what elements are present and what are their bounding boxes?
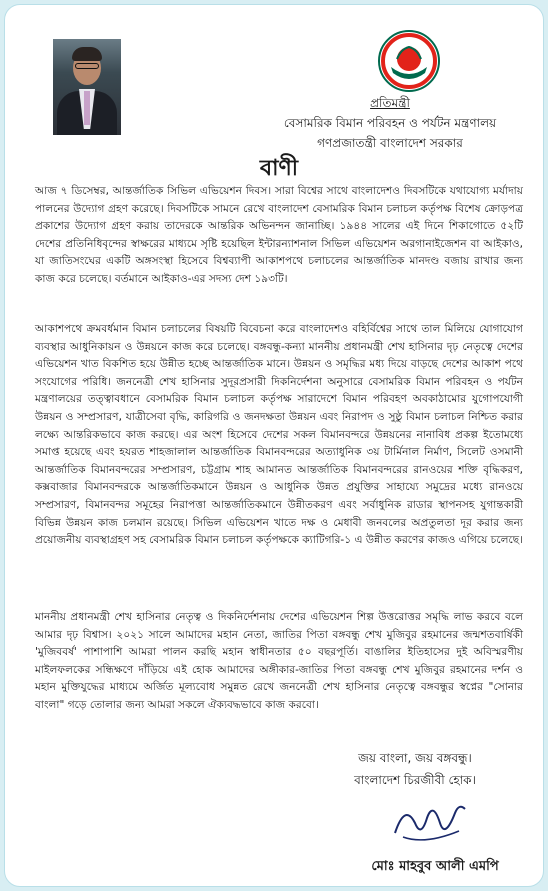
- message-card: [4, 4, 544, 887]
- office-header: [255, 93, 525, 153]
- message-paragraph: আজ ৭ ডিসেম্বর, আন্তর্জাতিক সিভিল এভিয়েশন দিবস। সারা বিশ্বের সাথে বাংলাদেশও দিবসটিকে যথাযোগ্য মর্যাদায় পালনের উদ্যোগ গ্রহণ করেছে। দিবসটিকে সামনে রেখে বাংলাদেশ বেসামরিক বিমান চলাচল কর্তৃপক্ষ বিশেষ ক্রোড়পত্র প্রকাশের উদ্যোগ গ্রহণ করায় তাদেরকে আন্তরিক অভিনন্দন জানাচ্ছি। ১৯৪৪ সালের এই দিনে শিকাগোতে ৫২টি দেশের প্রতিনিধিবৃন্দের স্বাক্ষরের মাধ্যমে সৃষ্টি হয়েছিল ইন্টারন্যাশনাল সিভিল এভিয়েশন অরগানাইজেশন বা আইকাও, যা জাতিসংঘের একটি অঙ্গসংস্থা হিসেবে বিশ্বব্যাপী আকাশপথে চলাচলের আন্তর্জাতিক মানদণ্ড বজায় রাখার জন্য কাজ করে চলেছে। বর্তমানে আইকাও-এর সদস্য দেশ ১৯৩টি।: [35, 185, 523, 285]
- minister-portrait: [53, 39, 121, 135]
- government-name: গণপ্রজাতন্ত্রী বাংলাদেশ সরকার: [317, 136, 463, 150]
- closing-line: বাংলাদেশ চিরজীবী হোক।: [354, 773, 476, 787]
- closing-slogans: [305, 747, 525, 791]
- message-paragraph: আকাশপথে ক্রমবর্ধমান বিমান চলাচলের বিষয়টি বিবেচনা করে বাংলাদেশও বহির্বিশ্বের সাথে তাল মিলিয়ে যোগাযোগ ব্যবস্থার আধুনিকায়ন ও উন্নয়নে কাজ করে চলেছে। বঙ্গবন্ধু-কন্যা মাননীয় প্রধানমন্ত্রী শেখ হাসিনার দৃঢ় নেতৃত্বে দেশের এভিয়েশন খাত বিকশিত হয়ে উন্নীত হচ্ছে আন্তর্জাতিক মানে। উন্নয়ন ও সমৃদ্ধির মধ্য দিয়ে বাড়ছে দেশের আকাশ পথে সংযোগের পরিধি। জননেত্রী শেখ হাসিনার সুদূরপ্রসারী দিকনির্দেশনা অনুসারে বেসামরিক বিমান পরিবহন ও পর্যটন মন্ত্রণালয়ের তত্ত্বাবধানে বেসামরিক বিমান চলাচল কর্তৃপক্ষ সারাদেশে বিমান পরিবহণ অবকাঠামোর যুগোপযোগী উন্নয়ন ও সম্প্রসারণ, যাত্রীসেবা বৃদ্ধি, কারিগরি ও জনদক্ষতা উন্নয়ন এবং নিরাপদ ও সুষ্ঠু বিমান চলাচল নিশ্চিত করার লক্ষ্যে আন্তরিকভাবে কাজ করছে। এর অংশ হিসেবে দেশের সকল বিমানবন্দরে উন্নয়নের নানাবিধ প্রকল্প ইতোমধ্যে সমাপ্ত হয়েছে এবং হযরত শাহজালাল আন্তর্জাতিক বিমানবন্দরের অত্যাধুনিক ৩য় টার্মিনাল নির্মাণ, সিলেট ওসমানী আন্তর্জাতিক বিমানবন্দরের সম্প্রসারণ, চট্টগ্রাম শাহ আমানত আন্তর্জাতিক বিমানবন্দরের রানওয়ের শক্তি বৃদ্ধিকরণ, কক্সবাজার বিমানবন্দরকে আন্তর্জাতিকমানে উন্নয়ন ও আধুনিক উন্নত প্রযুক্তির সাহায্যে সমুদ্রের মধ্যে রানওয়ে সম্প্রসারণ, বিমানবন্দর সমূহের নিরাপত্তা আন্তর্জাতিকমানে উন্নীতকরণ এবং সর্বাধুনিক রাডার স্থাপনসহ যুগান্তকারী বিভিন্ন উন্নয়ন কাজ চলমান রয়েছে। সিভিল এভিয়েশন খাতে দক্ষ ও মেধাবী জনবলের অপ্রতুলতা দূর করার জন্য প্রয়োজনীয় ব্যবস্থাগ্রহণ সহ বেসামরিক বিমান চলাচল কর্তৃপক্ষকে ক্যাটিগরি-১ এ উন্নীত করণের কাজও এগিয়ে চলেছে।: [35, 323, 524, 547]
- closing-line: জয় বাংলা, জয় বঙ্গবন্ধু।: [358, 751, 472, 765]
- role-title: প্রতিমন্ত্রী: [370, 96, 410, 110]
- page-title: বাণী: [259, 156, 299, 181]
- signatory-name: মোঃ মাহবুব আলী এমপি: [371, 859, 499, 874]
- government-emblem-icon: [377, 29, 441, 93]
- message-paragraph: মাননীয় প্রধানমন্ত্রী শেখ হাসিনার নেতৃত্ব ও দিকনির্দেশনায় দেশের এভিয়েশন শিল্প উত্তরোত্তর সমৃদ্ধি লাভ করবে বলে আমার দৃঢ় বিশ্বাস। ২০২১ সালে আমাদের মহান নেতা, জাতির পিতা বঙ্গবন্ধু শেখ মুজিবুর রহমানের জন্মশতবার্ষিকী 'মুজিববর্ষ' পাশাপাশি আমরা পালন করছি মহান স্বাধীনতার ৫০ বছরপূর্তি। বাঙালির ইতিহাসের দুই অবিস্মরণীয় মাইলফলকের সন্ধিক্ষণে দাঁড়িয়ে এই হোক আমাদের অঙ্গীকার-জাতির পিতা বঙ্গবন্ধু শেখ মুজিবুর রহমানের দর্শন ও মহান মুক্তিযুদ্ধের মাধ্যমে অর্জিত মূল্যবোধ সমুন্নত রেখে জননেত্রী শেখ হাসিনার নেতৃত্বে বঙ্গবন্ধুর স্বপ্নের "সোনার বাংলা" গড়ে তোলার জন্য আমরা সকলে ঐক্যবদ্ধভাবে কাজ করবো।: [35, 611, 523, 711]
- signature-mark: [385, 793, 475, 853]
- ministry-name: বেসামরিক বিমান পরিবহন ও পর্যটন মন্ত্রণালয়: [283, 116, 497, 130]
